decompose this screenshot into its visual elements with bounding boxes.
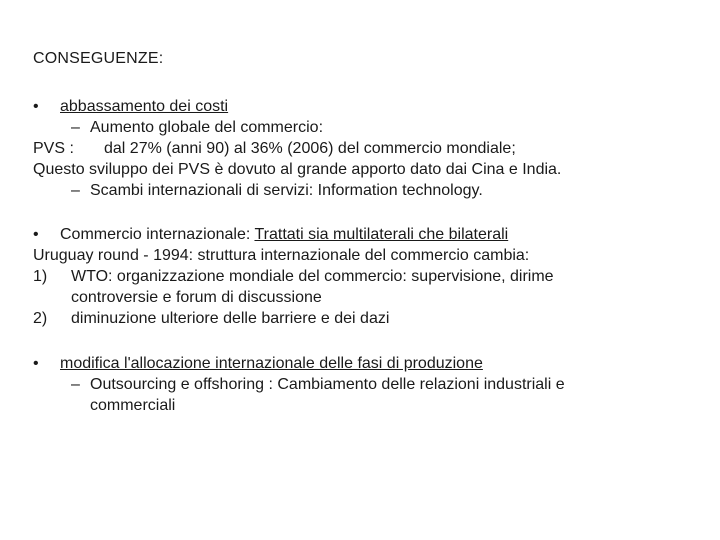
bullet-heading-prefix: Commercio internazionale: [60,226,255,243]
pvs-text: dal 27% (anni 90) al 36% (2006) del commercio mondiale; [104,140,516,157]
slide-body [33,96,693,416]
sub-item-outsourcing-cont: commerciali [90,397,176,414]
dash-icon: – [71,182,80,199]
item-text: diminuzione ulteriore delle barriere e dei dazi [71,310,390,327]
numbered-item-2 [33,308,693,329]
sub-item-text: Aumento globale del commercio: [90,119,324,136]
pvs-line [33,138,693,159]
bullet-item-allocazione [33,353,693,374]
dash-icon: – [71,376,80,393]
bullet-heading-allocazione: modifica l'allocazione internazionale delle fasi di produzione [60,355,483,372]
numbered-item-1 [33,266,693,287]
dash-icon: – [71,119,80,136]
bullet-heading-costi: abbassamento dei costi [60,98,229,115]
sviluppo-line: Questo sviluppo dei PVS è dovuto al grande apporto dato dai Cina e India. [33,161,562,178]
bullet-item-costi [33,96,693,117]
sub-item-commercio [33,117,693,138]
item-number: 1) [33,268,48,285]
bullet-item-commercio-internazionale [33,224,693,245]
uruguay-line: Uruguay round - 1994: struttura internazionale del commercio cambia: [33,247,530,264]
sub-item-servizi [33,180,693,201]
sub-item-outsourcing [33,374,693,395]
pvs-label: PVS : [33,140,74,157]
spacer [33,329,693,353]
sub-item-text: Scambi internazionali di servizi: Information technology. [90,182,483,199]
numbered-item-1-cont: controversie e forum di discussione [71,289,322,306]
item-text: WTO: organizzazione mondiale del commercio: supervisione, dirime [71,268,554,285]
bullet-icon: • [33,226,39,243]
bullet-heading-trattati: Trattati sia multilaterali che bilaterali [254,226,509,243]
item-number: 2) [33,310,48,327]
spacer [33,201,693,224]
bullet-icon: • [33,98,39,115]
bullet-icon: • [33,355,39,372]
sub-item-text: Outsourcing e offshoring : Cambiamento delle relazioni industriali e [90,376,565,393]
slide-title: CONSEGUENZE: [33,50,164,67]
